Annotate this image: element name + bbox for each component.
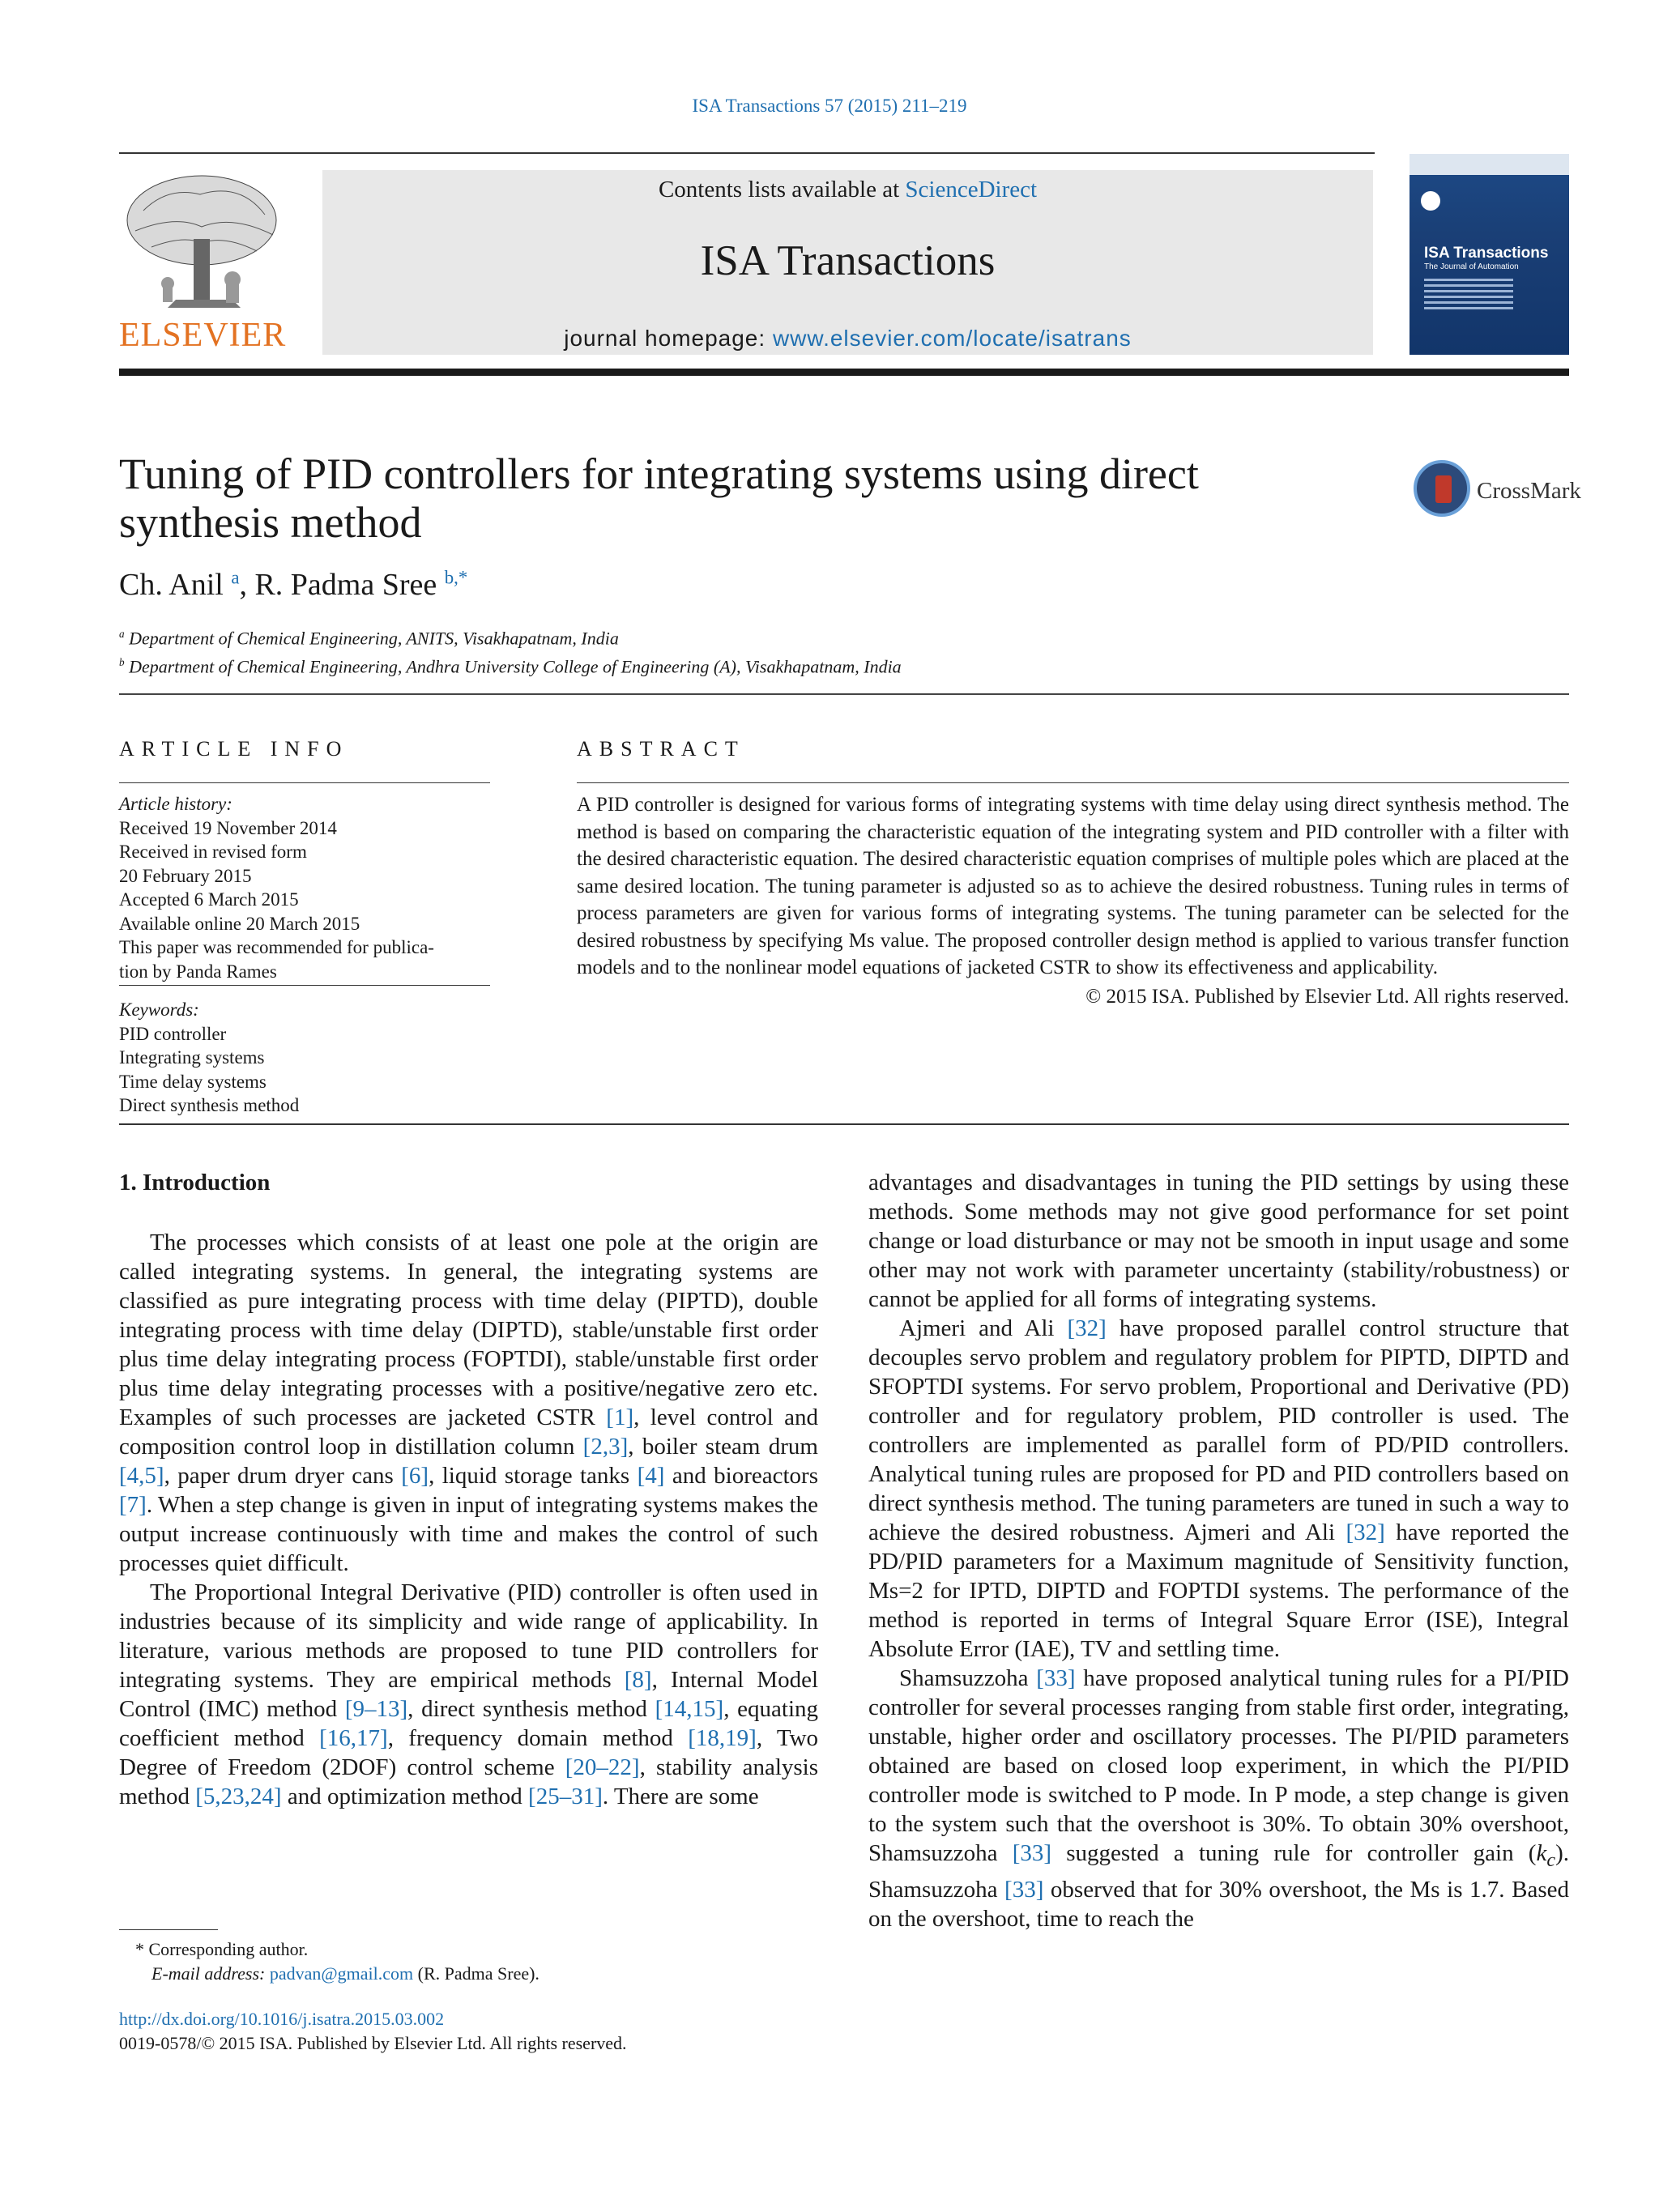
author-name: R. Padma Sree bbox=[254, 568, 437, 602]
body-column-left bbox=[119, 1168, 818, 1811]
elsevier-logo bbox=[119, 170, 285, 355]
citation-link[interactable]: [33] bbox=[1036, 1665, 1076, 1691]
header-top-rule bbox=[119, 152, 1375, 154]
history-line: Received 19 November 2014 bbox=[119, 817, 337, 838]
email-note bbox=[119, 1962, 539, 1986]
citation-link[interactable]: [14,15] bbox=[655, 1696, 724, 1722]
history-line: Received in revised form bbox=[119, 842, 307, 862]
footnote-rule bbox=[119, 1929, 218, 1930]
keyword-item: PID controller bbox=[119, 1023, 227, 1044]
text-run: . There are some bbox=[602, 1784, 759, 1809]
text-run: , direct synthesis method bbox=[407, 1696, 655, 1722]
abstract-heading: ABSTRACT bbox=[577, 737, 745, 761]
paragraph: advantages and disadvantages in tuning the PID settings by using these methods. Some methods may not give good performance for set point change or load disturbance or may not be smooth in input usage and some other may not work with parameter uncertainty (stability/robustness) or cannot be applied for all forms of integrating systems. bbox=[868, 1170, 1569, 1312]
footnote bbox=[119, 1937, 539, 1986]
affiliation-marker: b bbox=[119, 656, 125, 669]
text-run: , liquid storage tanks bbox=[429, 1463, 638, 1489]
abstract-rule bbox=[577, 782, 1569, 783]
footnote-marker: * bbox=[135, 1939, 144, 1959]
homepage-prefix: journal homepage: bbox=[564, 326, 773, 351]
history-line: Available online 20 March 2015 bbox=[119, 913, 360, 934]
text-run: , stability analysis method bbox=[119, 1754, 819, 1809]
citation-link[interactable]: [1] bbox=[606, 1404, 634, 1430]
math-subscript: c bbox=[1546, 1848, 1556, 1871]
citation-link[interactable]: [2,3] bbox=[582, 1434, 629, 1460]
citation-link[interactable]: [4,5] bbox=[119, 1463, 164, 1489]
text-run: . When a step change is given in input of integrating systems makes the output increase continuously with time and makes the control of such processes quiet difficult. bbox=[119, 1492, 818, 1576]
citation-link[interactable]: [32] bbox=[1067, 1315, 1107, 1341]
keywords-label: Keywords: bbox=[119, 999, 199, 1020]
abstract-text: A PID controller is designed for various forms of integrating systems with time delay using direct synthesis method. The method is based on comparing the characteristic equation of the integrating system and PID controller with a filter with the desired characteristic equation. The desired characteristic equation comprises of multiple poles which are placed at the same desired location. The tuning parameter is adjusted so as to achieve the desired robustness. Tuning rules in terms of process parameters are given for various forms of integrating systems. The tuning parameter can be selected for the desired robustness by specifying Ms value. The proposed controller design method is applied to various transfer function models and to the nonlinear model equations of jacketed CSTR to show its effectiveness and applicability. bbox=[577, 794, 1569, 978]
elsevier-wordmark: ELSEVIER bbox=[119, 317, 287, 354]
text-run: Shamsuzzoha bbox=[899, 1665, 1037, 1691]
info-rule bbox=[119, 782, 490, 783]
citation-link[interactable]: [25–31] bbox=[528, 1784, 603, 1809]
paragraph bbox=[119, 1578, 818, 1811]
citation-link[interactable]: [6] bbox=[401, 1463, 429, 1489]
citation-link[interactable]: [5,23,24] bbox=[195, 1784, 282, 1809]
homepage-line bbox=[322, 326, 1373, 352]
citation-link[interactable]: [4] bbox=[637, 1463, 665, 1489]
keywords bbox=[119, 998, 492, 1118]
text-run: , equating coefficient method bbox=[119, 1696, 819, 1751]
text-run: , Two Degree of Freedom (2DOF) control scheme bbox=[119, 1725, 819, 1780]
author-list bbox=[119, 567, 467, 603]
cover-subtitle: The Journal of Automation bbox=[1424, 262, 1519, 271]
text-run: and optimization method bbox=[281, 1784, 529, 1809]
history-line: This paper was recommended for publica- bbox=[119, 937, 434, 957]
header-thick-rule bbox=[119, 369, 1569, 376]
abstract-body bbox=[577, 791, 1569, 1010]
citation-link[interactable]: [7] bbox=[119, 1492, 147, 1518]
history-line: tion by Panda Rames bbox=[119, 961, 277, 982]
elsevier-tree-icon bbox=[119, 170, 285, 316]
affiliation-rule bbox=[119, 693, 1569, 695]
paragraph bbox=[868, 1314, 1569, 1664]
issn-line: 0019-0578/© 2015 ISA. Published by Elsevier Ltd. All rights reserved. bbox=[119, 2033, 627, 2053]
affiliation-text: Department of Chemical Engineering, ANITS, Visakhapatnam, India bbox=[129, 628, 619, 649]
author-name: Ch. Anil bbox=[119, 568, 224, 602]
text-run: suggested a tuning rule for controller gain ( bbox=[1051, 1840, 1537, 1866]
citation-link[interactable]: [20–22] bbox=[565, 1754, 640, 1780]
corresponding-author-note bbox=[119, 1937, 539, 1962]
paragraph bbox=[868, 1664, 1569, 1933]
cover-top-band bbox=[1410, 154, 1569, 175]
text-run: The Proportional Integral Derivative (PID) controller is often used in industries because of its simplicity and wide range of applicability. In literature, various methods are proposed to tune PID controllers for integrating systems. They are empirical methods bbox=[119, 1579, 818, 1693]
cover-text-lines bbox=[1424, 275, 1513, 313]
crossmark-label: CrossMark bbox=[1477, 478, 1581, 504]
affiliation-marker: a bbox=[119, 628, 125, 640]
text-run: , boiler steam drum bbox=[628, 1434, 818, 1460]
sciencedirect-link[interactable]: ScienceDirect bbox=[905, 177, 1038, 202]
author-separator: , bbox=[239, 568, 255, 602]
text-run: and bioreactors bbox=[664, 1463, 818, 1489]
history-label: Article history: bbox=[119, 794, 232, 814]
journal-cover-image[interactable] bbox=[1410, 154, 1569, 355]
keyword-item: Integrating systems bbox=[119, 1047, 265, 1068]
journal-reference-link[interactable]: ISA Transactions 57 (2015) 211–219 bbox=[692, 96, 967, 116]
citation-link[interactable]: [9–13] bbox=[344, 1696, 408, 1722]
doi-block bbox=[119, 2007, 627, 2056]
keyword-item: Direct synthesis method bbox=[119, 1095, 300, 1115]
text-run: have proposed parallel control structure that decouples servo problem and regulatory problem for PIPTD, DIPTD and SFOPTDI systems. For servo problem, Proportional and Derivative (PD) controller and for regulatory problem, PID controller is used. The controllers are implemented as parallel form of PD/PID controllers. Analytical tuning rules are proposed for PD and PID controllers based on direct synthesis method. The tuning parameters are tuned in such a way to achieve the desired robustness. Ajmeri and Ali bbox=[868, 1315, 1569, 1545]
text-run: observed that for 30% overshoot, the Ms is 1.7. Based on the overshoot, time to reach the bbox=[868, 1876, 1569, 1932]
text-run: , level control and composition control loop in distillation column bbox=[119, 1404, 818, 1460]
author-affiliation-marker[interactable]: a bbox=[231, 567, 240, 588]
email-suffix: (R. Padma Sree). bbox=[413, 1963, 539, 1984]
author-affiliation-marker[interactable]: b,* bbox=[444, 567, 468, 588]
article-history bbox=[119, 792, 492, 983]
body-column-right bbox=[868, 1168, 1569, 1933]
text-run: , frequency domain method bbox=[387, 1725, 689, 1751]
affiliation-item bbox=[119, 622, 902, 650]
homepage-link[interactable]: www.elsevier.com/locate/isatrans bbox=[772, 326, 1132, 351]
citation-link[interactable]: [33] bbox=[1012, 1840, 1052, 1866]
citation-link[interactable]: [18,19] bbox=[688, 1725, 757, 1751]
info-bottom-rule bbox=[119, 1123, 1569, 1125]
article-info-heading: ARTICLE INFO bbox=[119, 737, 349, 761]
affiliations bbox=[119, 622, 902, 680]
contents-prefix: Contents lists available at bbox=[658, 177, 906, 202]
info-rule bbox=[119, 985, 490, 986]
abstract-copyright: © 2015 ISA. Published by Elsevier Ltd. All rights reserved. bbox=[1085, 985, 1569, 1008]
text-run: ). Shamsuzzoha bbox=[868, 1840, 1569, 1903]
citation-link[interactable]: [33] bbox=[1004, 1876, 1044, 1903]
citation-link[interactable]: [32] bbox=[1346, 1519, 1385, 1545]
affiliation-item bbox=[119, 650, 902, 679]
text-run: have reported the PD/PID parameters for a Maximum magnitude of Sensitivity function, Ms=2 for IPTD, DIPTD and FOPTDI systems. The performance of the method is reported in terms of Integral Square Error (ISE), Integral Absolute Error (IAE), TV and settling time. bbox=[868, 1519, 1569, 1662]
section-heading: 1. Introduction bbox=[119, 1170, 271, 1196]
cover-title: ISA Transactions bbox=[1424, 245, 1549, 262]
crossmark-button[interactable] bbox=[1414, 460, 1581, 518]
email-link[interactable]: padvan@gmail.com bbox=[269, 1963, 414, 1984]
doi-link[interactable]: http://dx.doi.org/10.1016/j.isatra.2015.03.002 bbox=[119, 2009, 445, 2029]
text-run: have proposed analytical tuning rules for a PI/PID controller for several processes ranging from stable first order, integrating, unstable, higher order and oscillatory processes. The PI/PID parameters obtained are based on closed loop experiment, in which the PI/PID controller mode is switched to P mode. In P mode, a step change is given to the system such that the overshoot is 30%. To obtain 30% overshoot, Shamsuzzoha bbox=[868, 1665, 1569, 1866]
paragraph bbox=[119, 1228, 818, 1578]
text-run: , Internal Model Control (IMC) method bbox=[119, 1667, 818, 1722]
history-line: Accepted 6 March 2015 bbox=[119, 889, 299, 910]
citation-link[interactable]: [8] bbox=[624, 1667, 652, 1693]
isa-logo-icon bbox=[1421, 191, 1440, 211]
keyword-item: Time delay systems bbox=[119, 1071, 267, 1092]
journal-title: ISA Transactions bbox=[700, 237, 996, 284]
affiliation-text: Department of Chemical Engineering, Andhra University College of Engineering (A), Visakhapatnam, India bbox=[129, 656, 902, 677]
email-label: E-mail address: bbox=[151, 1963, 270, 1984]
corresponding-label: Corresponding author. bbox=[148, 1939, 309, 1959]
text-run: The processes which consists of at least one pole at the origin are called integrating systems. In general, the integrating systems are classified as pure integrating process with time delay (PIPTD), double integrating process with time delay (DIPTD), stable/unstable first order plus time delay integrating process (FOPTDI), stable/unstable first order plus time delay integrating processes with a positive/negative zero etc. Examples of such processes are jacketed CSTR bbox=[119, 1230, 818, 1430]
crossmark-icon bbox=[1414, 460, 1470, 517]
history-line: 20 February 2015 bbox=[119, 865, 252, 886]
contents-line bbox=[322, 177, 1373, 203]
journal-header-box bbox=[322, 170, 1373, 355]
text-run: Ajmeri and Ali bbox=[899, 1315, 1068, 1341]
paper-title: Tuning of PID controllers for integrating systems using direct synthesis method bbox=[119, 450, 1199, 547]
citation-link[interactable]: [16,17] bbox=[319, 1725, 388, 1751]
math-variable: k bbox=[1536, 1840, 1547, 1866]
text-run: , paper drum dryer cans bbox=[164, 1463, 402, 1489]
